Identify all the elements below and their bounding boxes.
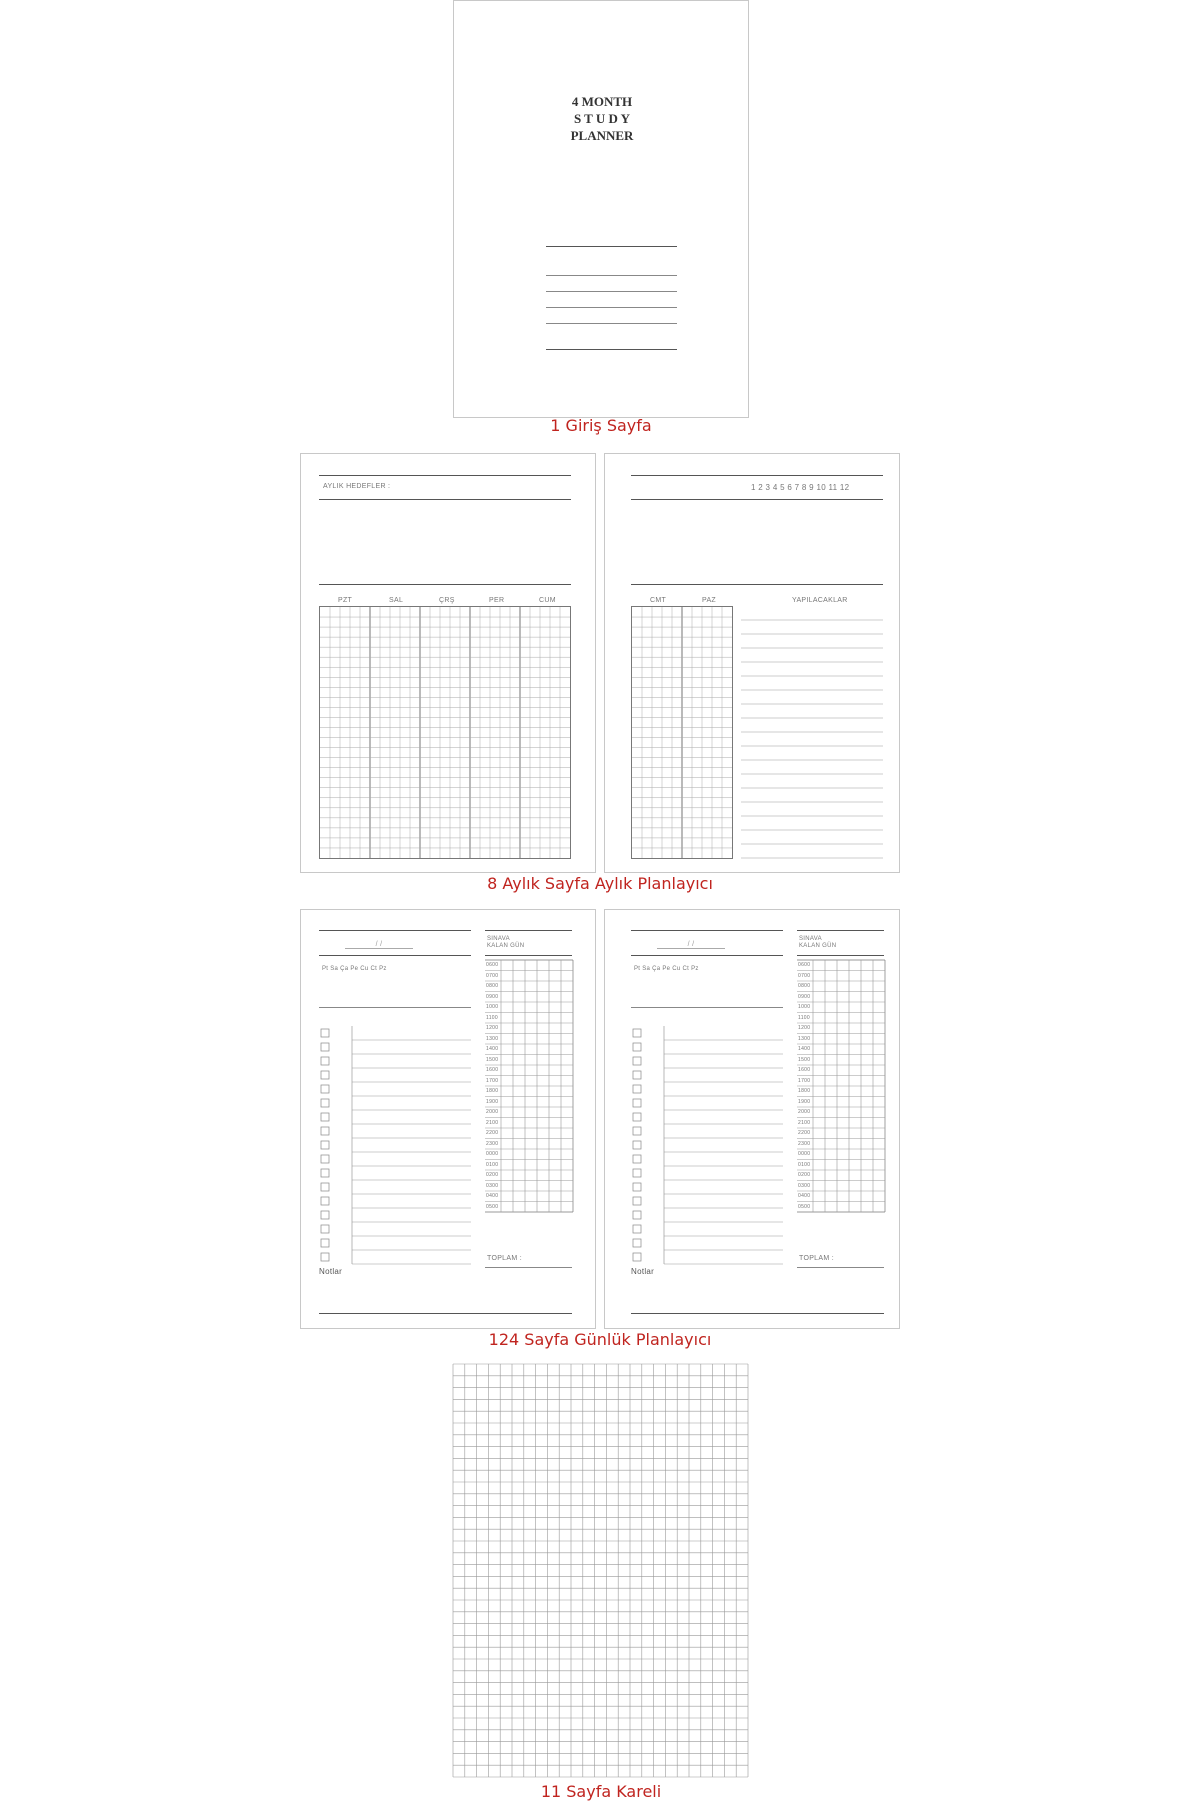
day-label: PAZ (702, 597, 716, 604)
hour-label: 1200 (486, 1025, 499, 1031)
hour-label: 1400 (798, 1046, 811, 1052)
cover-title-line2: S T U D Y (573, 111, 631, 126)
cover-line (546, 349, 677, 350)
date-bottom-line (631, 955, 783, 956)
hour-label: 0400 (798, 1193, 811, 1199)
task-checkbox[interactable] (321, 1057, 329, 1065)
hour-label: 0000 (486, 1151, 499, 1157)
day-label: PZT (338, 597, 353, 604)
hour-label: 1900 (486, 1098, 499, 1105)
cover-title-line3: PLANNER (570, 128, 634, 143)
exam-label: SINAVA (799, 936, 822, 942)
task-checkbox[interactable] (321, 1043, 329, 1051)
hour-label: 1000 (486, 1004, 499, 1010)
cover-line (546, 291, 677, 292)
task-checkbox[interactable] (321, 1239, 329, 1247)
hour-label: 0200 (486, 1172, 499, 1178)
cover-line (546, 246, 677, 247)
daily-left-page (300, 909, 596, 1329)
hour-label: 1600 (798, 1067, 811, 1073)
monthly-calendar-grid (319, 606, 571, 859)
task-checkbox[interactable] (321, 1183, 329, 1191)
hour-label: 1800 (798, 1088, 811, 1094)
task-checkbox[interactable] (321, 1113, 329, 1121)
total-line (485, 1267, 572, 1268)
hour-label: 1900 (798, 1098, 811, 1105)
task-checkbox[interactable] (633, 1141, 641, 1149)
day-label: ÇRŞ (439, 597, 455, 604)
hour-label: 0000 (798, 1151, 811, 1157)
task-checkbox[interactable] (633, 1057, 641, 1065)
weekend-calendar-grid (631, 606, 733, 859)
hour-label: 0500 (798, 1203, 811, 1210)
hour-label: 2100 (486, 1119, 499, 1126)
cover-line (546, 323, 677, 324)
months-bottom-line (631, 499, 883, 500)
weekday-labels: Pt Sa Ça Pe Cu Ct Pz (634, 966, 699, 972)
hour-label: 0600 (798, 962, 811, 968)
hour-label: 1700 (798, 1077, 811, 1084)
task-checkbox[interactable] (633, 1239, 641, 1247)
weekend-top-line (631, 584, 883, 585)
task-checkbox[interactable] (321, 1099, 329, 1107)
weekday-line (319, 1007, 471, 1008)
weekday-line (631, 1007, 783, 1008)
exam-label: SINAVA (487, 936, 510, 942)
hour-label: 1000 (798, 1004, 811, 1010)
grid-page (453, 1364, 749, 1784)
square-grid (453, 1364, 749, 1784)
monthly-right-page (604, 453, 900, 873)
hour-label: 1100 (486, 1014, 498, 1021)
month-numbers: 1 2 3 4 5 6 7 8 9 10 11 12 (751, 483, 850, 492)
cover-line (546, 275, 677, 276)
task-checkbox[interactable] (321, 1197, 329, 1205)
hour-label: 2200 (486, 1130, 499, 1136)
hour-label: 0400 (486, 1193, 499, 1199)
cover-page (453, 0, 749, 418)
cover-title-line1: 4 MONTH (571, 94, 633, 109)
hour-label: 1300 (486, 1035, 499, 1042)
total-label: TOPLAM : (487, 1255, 522, 1262)
notes-line (631, 1313, 884, 1314)
hour-label: 2300 (486, 1140, 499, 1147)
task-checkbox[interactable] (633, 1043, 641, 1051)
task-checkbox[interactable] (633, 1085, 641, 1093)
grid-caption: 11 Sayfa Kareli (540, 1782, 662, 1801)
task-checkbox[interactable] (633, 1211, 641, 1219)
date-field[interactable]: / / (345, 941, 413, 949)
task-checkbox[interactable] (321, 1029, 329, 1037)
task-checkbox[interactable] (321, 1169, 329, 1177)
daily-caption: 124 Sayfa Günlük Planlayıcı (488, 1330, 712, 1349)
exam-top-line (797, 930, 884, 931)
task-checkbox[interactable] (633, 1099, 641, 1107)
task-checkbox[interactable] (321, 1085, 329, 1093)
date-top-line (319, 930, 471, 931)
hour-label: 1700 (486, 1077, 499, 1084)
day-label: PER (489, 597, 505, 604)
hour-label: 1800 (486, 1088, 499, 1094)
notes-label: Notlar (631, 1267, 655, 1276)
hour-label: 1600 (486, 1067, 499, 1073)
goals-top-line (319, 475, 571, 476)
task-checkbox[interactable] (633, 1169, 641, 1177)
hour-label: 1400 (486, 1046, 499, 1052)
goals-label: AYLIK HEDEFLER : (323, 483, 391, 490)
task-checkbox[interactable] (633, 1029, 641, 1037)
hour-label: 2000 (798, 1109, 811, 1115)
total-line (797, 1267, 884, 1268)
task-checkbox[interactable] (633, 1127, 641, 1135)
hour-label: 0100 (486, 1161, 499, 1168)
hour-label: 2000 (486, 1109, 499, 1115)
hour-label: 0700 (798, 972, 811, 979)
task-checkbox[interactable] (321, 1253, 329, 1261)
daily-right-page (604, 909, 900, 1329)
date-field[interactable]: / / (657, 941, 725, 949)
task-checkbox[interactable] (321, 1127, 329, 1135)
notes-line (319, 1313, 572, 1314)
hour-label: 0800 (798, 983, 811, 989)
task-list (319, 1026, 471, 1268)
total-label: TOPLAM : (799, 1255, 834, 1262)
exam-label: KALAN GÜN (799, 943, 837, 949)
task-checkbox[interactable] (321, 1141, 329, 1149)
todo-label: YAPILACAKLAR (792, 597, 848, 604)
hour-label: 1200 (798, 1025, 811, 1031)
task-checkbox[interactable] (633, 1253, 641, 1261)
hour-label: 2200 (798, 1130, 811, 1136)
exam-bottom-line (797, 955, 884, 956)
hour-label: 0800 (486, 983, 499, 989)
monthly-caption: 8 Aylık Sayfa Aylık Planlayıcı (487, 874, 713, 893)
date-bottom-line (319, 955, 471, 956)
day-label: SAL (389, 597, 404, 604)
task-checkbox[interactable] (633, 1225, 641, 1233)
months-top-line (631, 475, 883, 476)
day-label: CMT (650, 597, 667, 604)
task-checkbox[interactable] (633, 1113, 641, 1121)
hour-label: 2300 (798, 1140, 811, 1147)
date-top-line (631, 930, 783, 931)
hour-label: 2100 (798, 1119, 811, 1126)
task-checkbox[interactable] (321, 1225, 329, 1233)
hour-label: 0200 (798, 1172, 811, 1178)
task-checkbox[interactable] (321, 1071, 329, 1079)
hour-label: 0100 (798, 1161, 811, 1168)
task-checkbox[interactable] (633, 1197, 641, 1205)
goals-bottom-line (319, 499, 571, 500)
notes-label: Notlar (319, 1267, 343, 1276)
days-top-line (319, 584, 571, 585)
exam-label: KALAN GÜN (487, 943, 525, 949)
hour-label: 1100 (798, 1014, 810, 1021)
hour-label: 0900 (798, 993, 811, 1000)
hour-label: 0600 (486, 962, 499, 968)
cover-caption: 1 Giriş Sayfa (550, 416, 652, 435)
hour-label: 0500 (486, 1203, 499, 1210)
hour-label: 1300 (798, 1035, 811, 1042)
monthly-left-page (300, 453, 596, 873)
task-list (631, 1026, 783, 1268)
hour-label: 0900 (486, 993, 499, 1000)
hour-label: 0300 (486, 1182, 499, 1189)
task-checkbox[interactable] (321, 1155, 329, 1163)
exam-bottom-line (485, 955, 572, 956)
hour-label: 1500 (798, 1056, 811, 1063)
weekday-labels: Pt Sa Ça Pe Cu Ct Pz (322, 966, 387, 972)
todo-lines (741, 606, 883, 859)
task-checkbox[interactable] (633, 1071, 641, 1079)
cover-title (454, 93, 750, 144)
day-label: CUM (539, 597, 556, 604)
cover-line (546, 307, 677, 308)
exam-top-line (485, 930, 572, 931)
task-checkbox[interactable] (321, 1211, 329, 1219)
task-checkbox[interactable] (633, 1183, 641, 1191)
hour-label: 0700 (486, 972, 499, 979)
hour-label: 1500 (486, 1056, 499, 1063)
task-checkbox[interactable] (633, 1155, 641, 1163)
hour-label: 0300 (798, 1182, 811, 1189)
